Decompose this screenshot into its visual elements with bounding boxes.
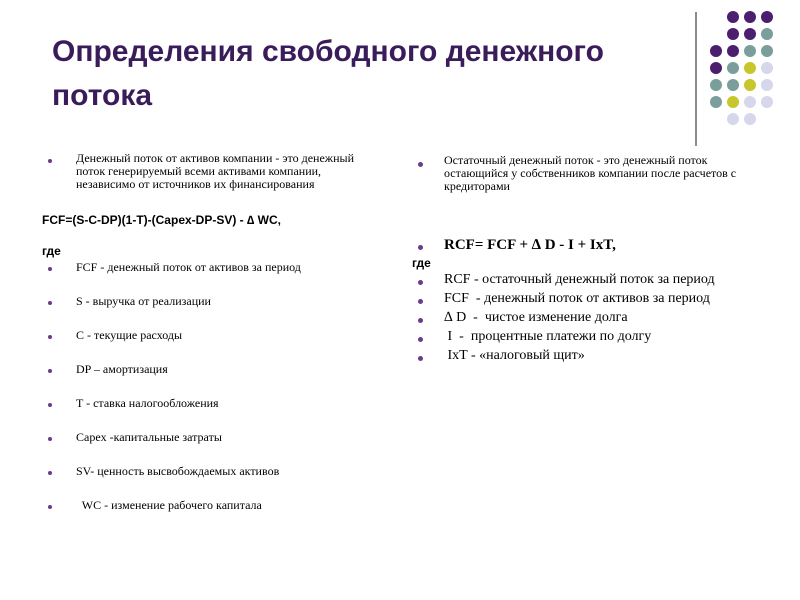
decorative-dot	[727, 79, 739, 91]
decorative-dot	[710, 62, 722, 74]
left-definition-term: Денежный поток от активов компании	[76, 151, 273, 165]
page-title: Определения свободного денежного потока	[52, 35, 604, 112]
decorative-dot	[761, 79, 773, 91]
fcf-formula: FCF=(S-C-DP)(1-T)-(Capex-DP-SV) - ∆ WC,	[42, 213, 281, 227]
decorative-dot	[744, 96, 756, 108]
decorative-dot	[727, 11, 739, 23]
decorative-dot	[727, 45, 739, 57]
left-variable-list	[42, 260, 382, 513]
decorative-dot	[761, 96, 773, 108]
right-column	[412, 154, 742, 364]
left-column	[42, 152, 382, 513]
decorative-dot	[727, 113, 739, 125]
decorative-dot	[727, 28, 739, 40]
decorative-dot	[744, 28, 756, 40]
decorative-dot	[727, 96, 739, 108]
decorative-dot	[744, 79, 756, 91]
left-variable-item: DP – амортизация	[42, 362, 382, 377]
left-where-label: где	[42, 244, 61, 258]
decorative-dot	[744, 113, 756, 125]
decorative-dot	[761, 28, 773, 40]
decorative-dot	[710, 96, 722, 108]
left-variable-item: WC - изменение рабочего капитала	[42, 498, 382, 513]
decorative-dot-grid	[708, 10, 798, 130]
decorative-dot	[744, 45, 756, 57]
left-definition-text: - это денежный поток генерируемый всеми активами компании, независимо от источников их финансирования	[76, 151, 354, 191]
right-variable-item: RCF - остаточный денежный поток за период	[412, 272, 742, 288]
decorative-dot	[710, 45, 722, 57]
left-definition	[42, 152, 382, 191]
left-variable-item: C - текущие расходы	[42, 328, 382, 343]
left-variable-item: T - ставка налогообложения	[42, 396, 382, 411]
rcf-formula: RCF= FCF + ∆ D - I + IxT,	[412, 237, 742, 254]
right-variable-item: I - процентные платежи по долгу	[412, 329, 742, 345]
decorative-vertical-line	[695, 12, 697, 146]
right-variable-item: ∆ D - чистое изменение долга	[412, 310, 742, 326]
right-definition-text: - это денежный поток остающийся у собственников компании после расчетов с кредиторами	[444, 153, 737, 193]
left-variable-item: Capex -капитальные затраты	[42, 430, 382, 445]
right-definition-term: Остаточный денежный поток	[444, 153, 594, 167]
right-variable-item: IxT - «налоговый щит»	[412, 348, 742, 364]
decorative-dot	[761, 62, 773, 74]
decorative-dot	[744, 62, 756, 74]
right-where-label: где	[412, 256, 431, 270]
right-definition	[412, 154, 742, 193]
left-variable-item: S - выручка от реализации	[42, 294, 382, 309]
decorative-dot	[744, 11, 756, 23]
decorative-dot	[710, 79, 722, 91]
right-variable-item: FCF - денежный поток от активов за период	[412, 291, 742, 307]
decorative-dot	[761, 11, 773, 23]
left-variable-item: FCF - денежный поток от активов за период	[42, 260, 382, 275]
right-variable-list	[412, 272, 742, 364]
left-variable-item: SV- ценность высвобождаемых активов	[42, 464, 382, 479]
decorative-dot	[761, 45, 773, 57]
decorative-dot	[727, 62, 739, 74]
